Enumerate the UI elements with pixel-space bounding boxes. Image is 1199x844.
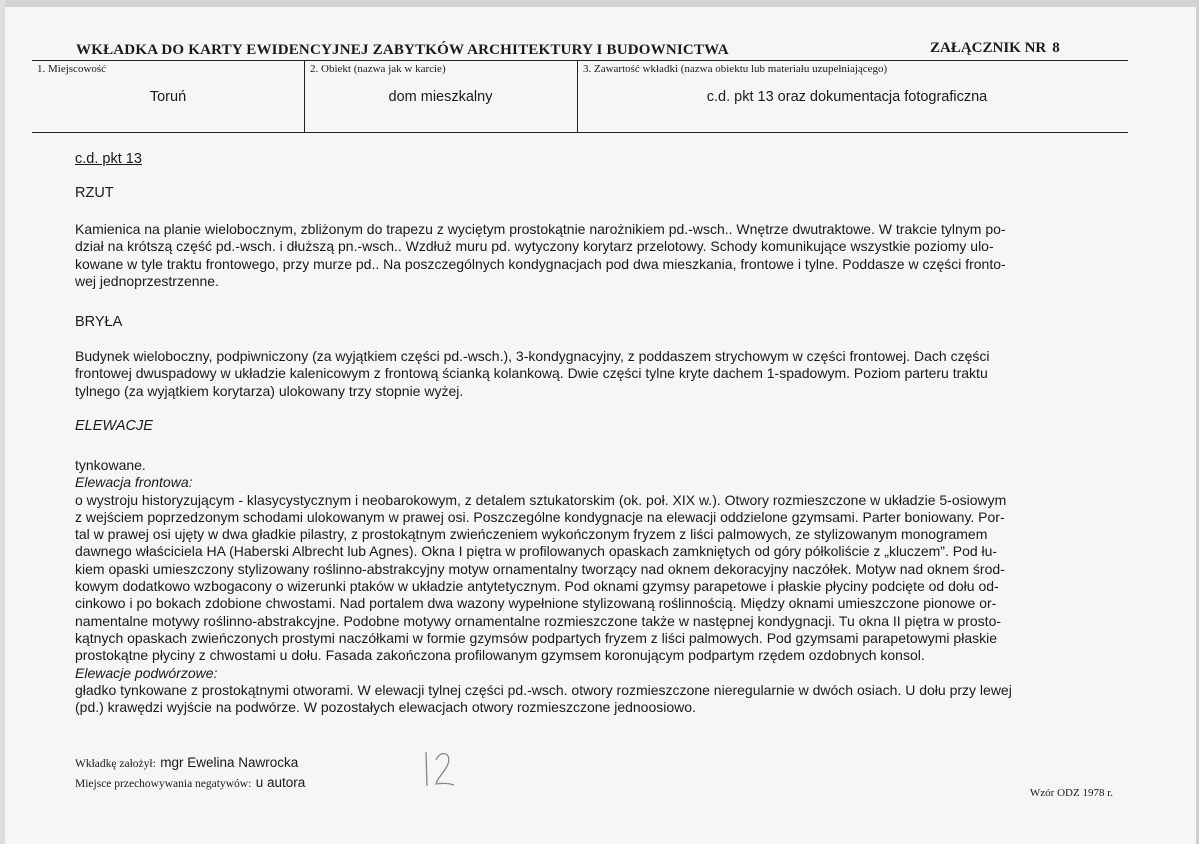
annex-label-text: ZAŁĄCZNIK NR: [930, 40, 1047, 56]
text-line: tynkowane.: [75, 457, 146, 473]
text-line: z wejściem poprzedzonym schodami ulokowanym w prawej osi. Poszczególne kondygnacje na elewacji oddzielone gzymsami. Parter boniowany. Por-: [75, 508, 1005, 525]
text-line: kątnych opaskach zwieńczonych prostymi naczółkami w formie gzymsów podpartych fryzem z liści palmowych. Pod gzymsami parapetowymi płaskie: [75, 629, 998, 646]
form-model-label: Wzór ODZ 1978 r.: [1029, 787, 1113, 799]
continuation-label: c.d. pkt 13: [75, 151, 142, 167]
annex-label: [930, 40, 1060, 57]
handwritten-number-drawing: [422, 748, 462, 790]
paragraph-rzut: [75, 221, 1120, 290]
section-title-elewacje: ELEWACJE: [75, 418, 153, 434]
paragraph-elewacje: [75, 457, 1120, 716]
text-line: o wystroju historyzującym - klasycystycznym i neobarokowym, z detalem sztukatorskim (ok. poł. XIX w.). Otwory rozmieszczone w układzie 5-osiowym: [75, 491, 1007, 508]
form-title: WKŁADKA DO KARTY EWIDENCYJNEJ ZABYTKÓW ARCHITEKTURY I BUDOWNICTWA: [76, 42, 729, 58]
table-bottom-rule: [32, 132, 1128, 133]
text-line: dział na krótszą część pd.-wsch. i dłuższą pn.-wsch.. Wzdłuż muru pd. wytyczony korytarz przelotowy. Schody komunikujące wszystkie poziomy ulo-: [75, 238, 994, 255]
text-line: tylnego (za wyjątkiem korytarza) ulokowany trzy stopnie wyżej.: [75, 382, 464, 399]
text-line: tal w prawej osi ujęty w dwa gładkie pilastry, z prostokątnym zwieńczeniem wykończonym fryzem z liści palmowych, ze stylizowanym monogramem: [75, 526, 988, 543]
scan-edge-top: [0, 0, 1199, 7]
text-line: wej jednoprzestrzenne.: [75, 272, 219, 289]
section-title-rzut: RZUT: [75, 185, 114, 201]
field-label-locality: 1. Miejscowość: [37, 63, 107, 75]
subsection-title-frontowa: Elewacja frontowa:: [75, 474, 193, 491]
text-line: kowym dodatkowo wzbogacony o wizerunki ptaków w układzie antytetycznym. Pod oknami gzymsy parapetowe i płaskie płyciny podcięte od dołu od-: [75, 578, 999, 595]
field-label-contents: 3. Zawartość wkładki (nazwa obiektu lub materiału uzupełniającego): [583, 63, 888, 75]
handwritten-number: [422, 748, 462, 795]
text-line: kowane w tyle traktu frontowego, przy murze pd.. Na poszczególnych kondygnacjach pod dwa mieszkania, frontowe i tylne. Poddasze w części fronto-: [75, 255, 1006, 272]
text-line: prostokątne płyciny z chwostami u dołu. Fasada zakończona profilowanym gzymsem koronującym podpartym rzędem ozdobnych konsol.: [75, 647, 925, 664]
author-label: Wkładkę założył:: [75, 758, 156, 770]
field-value-locality: Toruń: [149, 89, 187, 105]
storage-row: [75, 774, 305, 792]
text-line: frontowej dwuspadowy w układzie kalenicowym z frontową ścianką kolankową. Dwie części tylne kryte dachem 1-spadowym. Poziom parteru traktu: [75, 365, 988, 382]
table-top-rule: [32, 60, 1128, 61]
author-value: mgr Ewelina Nawrocka: [160, 755, 299, 770]
text-line: gładko tynkowane z prostokątnymi otworami. W elewacji tylnej części pd.-wsch. otwory rozmieszczone nieregularnie w dwóch osiach. U dołu przy lewej: [75, 681, 1012, 698]
author-row: [75, 754, 298, 772]
paragraph-bryla: [75, 348, 1120, 400]
text-line: namentalne motywy roślinno-abstrakcyjne. Podobne motywy ornamentalne rozmieszczone także w następnej kondygnacji. Tu okna II piętra w prosto-: [75, 612, 1002, 629]
text-line: cinkowo i po bokach zdobione chwostami. Nad portalem dwa wazony wypełnione stylizowaną roślinnością. Między oknami umieszczone pionowe or-: [75, 595, 997, 612]
text-line: (pd.) krawędzi wyjście na podwórze. W pozostałych elewacjach otwory rozmieszczone jednoosiowo.: [75, 699, 696, 716]
storage-value: u autora: [255, 775, 306, 790]
text-line: dawnego właściciela HA (Haberski Albrecht lub Agnes). Okna I piętra w profilowanych opaskach zamkniętych od góry półkoliście z „kluczem”. Pod łu-: [75, 543, 998, 560]
field-value-object: dom mieszkalny: [388, 89, 493, 105]
text-line: Budynek wieloboczny, podpiwniczony (za wyjątkiem części pd.-wsch.), 3-kondygnacyjny, z poddaszem strychowym w części frontowej. Dach części: [75, 348, 990, 364]
text-line: kiem opaski umieszczony stylizowany roślinno-abstrakcyjny motyw ornamentalny tworzący nad oknem dekoracyjny naczółek. Motyw nad oknem środ-: [75, 560, 1005, 577]
field-label-object: 2. Obiekt (nazwa jak w karcie): [310, 63, 446, 75]
annex-number: 8: [1052, 40, 1060, 56]
scan-edge-left: [0, 0, 5, 844]
field-value-contents: c.d. pkt 13 oraz dokumentacja fotograficzna: [706, 89, 988, 105]
subsection-title-podworzowe: Elewacje podwórzowe:: [75, 664, 218, 681]
section-title-bryla: BRYŁA: [75, 314, 123, 330]
text-line: Kamienica na planie wielobocznym, zbliżonym do trapezu z wyciętym prostokątnie narożnikiem pd.-wsch.. Wnętrze dwutraktowe. W trakcie tylnym po-: [75, 221, 1006, 237]
storage-label: Miejsce przechowywania negatywów:: [75, 778, 252, 790]
